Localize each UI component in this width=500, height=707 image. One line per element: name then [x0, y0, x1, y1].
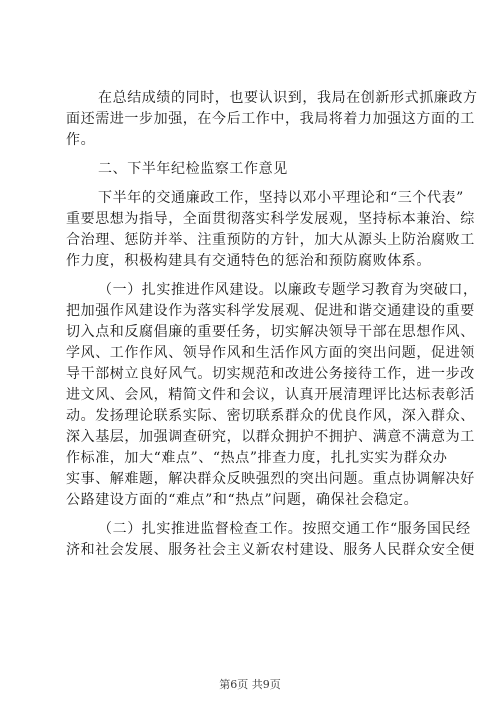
text-line: 学风、工作作风、领导作风和生活作风方面的突出问题，促进领 [66, 345, 475, 361]
heading-text: 二、下半年纪检监察工作意见 [98, 161, 288, 177]
text-line: 重要思想为指导，全面贯彻落实科学发展观，坚持标本兼治、综 [66, 211, 475, 227]
section-heading [94, 159, 419, 180]
text-line: 下半年的交通廉政工作，坚持以邓小平理论和“三个代表” [98, 190, 464, 206]
text-line: 切入点和反腐倡廉的重要任务，切实解决领导干部在思想作风、 [66, 324, 475, 340]
text-line: 导干部树立良好风气。切实规范和改进公务接待工作，进一步改 [66, 366, 475, 382]
text-line: 在总结成绩的同时，也要认识到，我局在创新形式抓廉政方 [98, 90, 478, 106]
document-body [66, 88, 478, 561]
text-line: （二）扎实推进监督检查工作。按照交通工作“服务国民经 [98, 521, 471, 537]
paragraph-4 [66, 519, 475, 561]
text-line: （一）扎实推进作风建设。以廉政专题学习教育为突破口， [98, 282, 478, 298]
text-line: 面还需进一步加强，在今后工作中，我局将着力加强这方面的工 [66, 111, 475, 127]
text-line: 作标准，加大“难点”、“热点”排查力度，扎扎实实为群众办 [66, 450, 448, 466]
page-number-footer: 第6页 共9页 [219, 678, 281, 691]
text-line: 进文风、会风，精简文件和会议，认真开展清理评比达标表彰活 [66, 387, 475, 403]
text-line: 把加强作风建设作为落实科学发展观、促进和谐交通建设的重要 [66, 303, 475, 319]
text-line: 深入基层，加强调查研究，以群众拥护不拥护、满意不满意为工 [66, 429, 475, 445]
text-line: 作。 [66, 132, 96, 148]
text-line: 动。发扬理论联系实际、密切联系群众的优良作风，深入群众、 [66, 408, 475, 424]
text-line: 公路建设方面的“难点”和“热点”问题，确保社会稳定。 [66, 492, 419, 508]
text-line: 济和社会发展、服务社会主义新农村建设、服务人民群众安全便 [66, 542, 475, 558]
paragraph-2 [66, 188, 475, 272]
text-line: 合治理、惩防并举、注重预防的方针，加大从源头上防治腐败工 [66, 232, 475, 248]
text-line: 实事、解难题，解决群众反映强烈的突出问题。重点协调解决好 [66, 471, 475, 487]
paragraph-1 [66, 88, 478, 151]
paragraph-3 [66, 280, 478, 511]
text-line: 作力度，积极构建具有交通特色的惩治和预防腐败体系。 [66, 253, 431, 269]
